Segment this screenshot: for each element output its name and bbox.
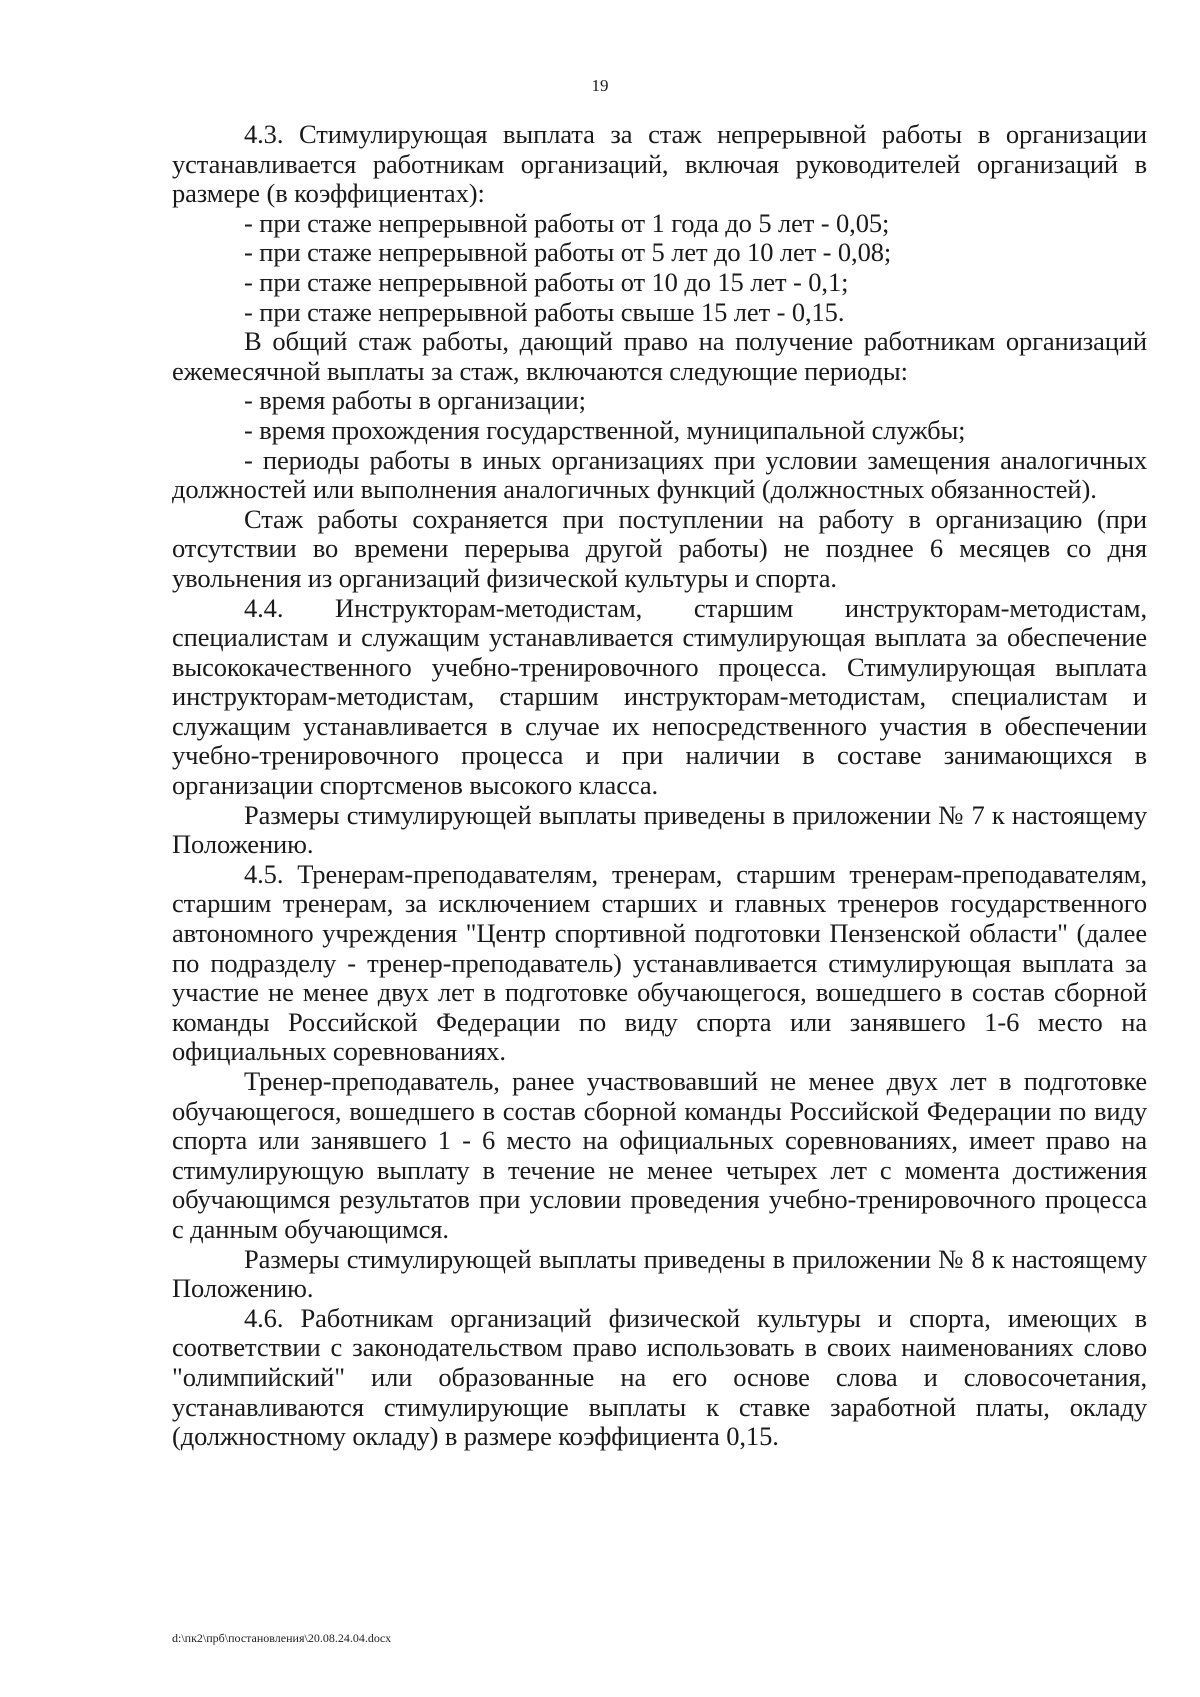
paragraph-4-4: 4.4. Инструкторам-методистам, старшим инструкторам-методистам, специалистам и служащим устанавливается стимулирующая выплата за обеспечение высококачественного учебно-тренировочного процесса. Стимулирующая выплата инструкторам-методистам, старшим инструкторам-методистам, специалистам и служащим устанавливается в случае их непосредственного участия в обеспечении учебно-тренировочного процесса и при наличии в составе занимающихся в организации спортсменов высокого класса. bbox=[172, 592, 1147, 801]
list-item-stage-4: - при стаже непрерывной работы свыше 15 лет - 0,15. bbox=[244, 296, 845, 327]
list-item-stage-2: - при стаже непрерывной работы от 5 лет до 10 лет - 0,08; bbox=[244, 237, 892, 268]
list-item-period-1: - время работы в организации; bbox=[244, 385, 586, 416]
paragraph-4-3: 4.3. Стимулирующая выплата за стаж непрерывной работы в организации устанавливается работникам организаций, включая руководителей организаций в размере (в коэффициентах): bbox=[172, 119, 1147, 209]
list-item-stage-1: - при стаже непрерывной работы от 1 года до 5 лет - 0,05; bbox=[244, 207, 890, 238]
footer-file-path: d:\пк2\прб\постановления\20.08.24.04.docx bbox=[172, 1631, 392, 1645]
paragraph-stage-preserved: Стаж работы сохраняется при поступлении на работу в организацию (при отсутствии во времени перерыва другой работы) не позднее 6 месяцев со дня увольнения из организаций физической культуры и спорта. bbox=[172, 503, 1147, 593]
paragraph-4-5: 4.5. Тренерам-преподавателям, тренерам, старшим тренерам-преподавателям, старшим тренерам, за исключением старших и главных тренеров государственного автономного учреждения "Центр спортивной подготовки Пензенской области" (далее по подразделу - тренер-преподаватель) устанавливается стимулирующая выплата за участие не менее двух лет в подготовке обучающегося, вошедшего в состав сборной команды Российской Федерации по виду спорта или занявшего 1-6 место на официальных соревнованиях. bbox=[172, 858, 1147, 1067]
list-item-period-3: - периоды работы в иных организациях при условии замещения аналогичных должностей или выполнения аналогичных функций (должностных обязанностей). bbox=[172, 444, 1147, 505]
paragraph-general-stage: В общий стаж работы, дающий право на получение работникам организаций ежемесячной выплаты за стаж, включаются следующие периоды: bbox=[172, 326, 1147, 386]
page-number: 19 bbox=[591, 76, 609, 95]
paragraph-appendix-8: Размеры стимулирующей выплаты приведены в приложении № 8 к настоящему Положению. bbox=[172, 1243, 1147, 1304]
list-item-period-2: - время прохождения государственной, муниципальной службы; bbox=[244, 414, 966, 445]
paragraph-4-6: 4.6. Работникам организаций физической культуры и спорта, имеющих в соответствии с законодательством право использовать в своих наименованиях слово "олимпийский" или образованные на его основе слова и словосочетания, устанавливаются стимулирующие выплаты к ставке заработной платы, окладу (должностному окладу) в размере коэффициента 0,15. bbox=[172, 1302, 1147, 1452]
paragraph-appendix-7: Размеры стимулирующей выплаты приведены в приложении № 7 к настоящему Положению. bbox=[172, 799, 1147, 860]
document-body bbox=[172, 120, 1147, 1452]
list-item-stage-3: - при стаже непрерывной работы от 10 до 15 лет - 0,1; bbox=[244, 266, 849, 297]
paragraph-trainer: Тренер-преподаватель, ранее участвовавший не менее двух лет в подготовке обучающегося, вошедшего в состав сборной команды Российской Федерации по виду спорта или занявшего 1 - 6 место на официальных соревнованиях, имеет право на стимулирующую выплату в течение не менее четырех лет с момента достижения обучающимся результатов при условии проведения учебно-тренировочного процесса с данным обучающимся. bbox=[172, 1066, 1147, 1244]
